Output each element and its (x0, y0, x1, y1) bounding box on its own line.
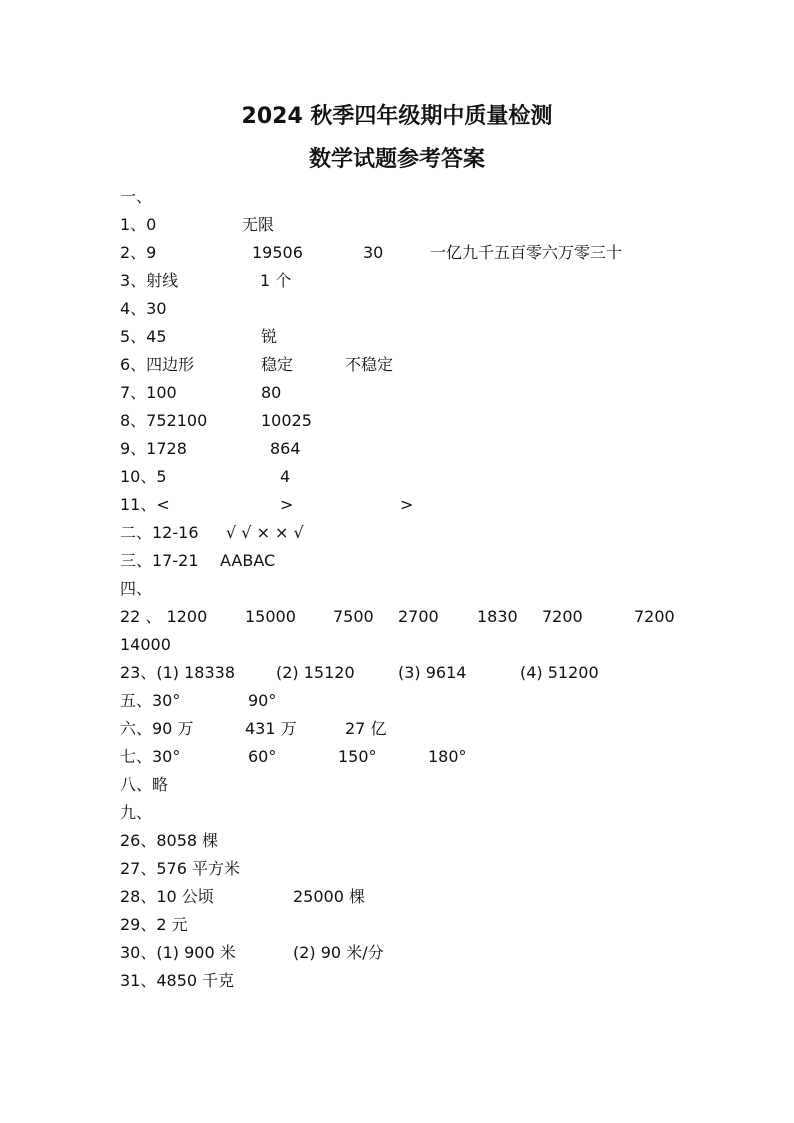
answer-value: 稳定 (261, 355, 294, 374)
answer-label: 28、10 公顷 (120, 887, 214, 906)
answer-label: 四、 (120, 579, 153, 598)
answer-label: 10、5 (120, 467, 167, 486)
answer-label: 三、17-21 (120, 551, 199, 570)
answer-value: 30 (363, 243, 384, 262)
answer-value: 7200 (634, 607, 675, 626)
document-title: 2024 秋季四年级期中质量检测 (241, 104, 553, 129)
answer-value: 不稳定 (345, 355, 394, 374)
answer-value: 150° (338, 747, 377, 766)
answer-label: 5、45 (120, 327, 167, 346)
answer-value: > (400, 495, 414, 514)
answer-label: 11、< (120, 495, 170, 514)
answer-label: 六、90 万 (120, 719, 194, 738)
answer-label: 九、 (120, 803, 153, 822)
document-subtitle: 数学试题参考答案 (308, 147, 485, 172)
answer-label: 五、30° (120, 691, 181, 710)
answer-label: 4、30 (120, 299, 167, 318)
answer-value: 25000 棵 (293, 887, 365, 906)
answer-value: (3) 9614 (398, 663, 467, 682)
answer-value: 27 亿 (345, 719, 387, 738)
answer-label: 31、4850 千克 (120, 971, 235, 990)
answer-value: AABAC (220, 551, 276, 570)
answer-value: 431 万 (245, 719, 297, 738)
answer-label: 7、100 (120, 383, 177, 402)
answer-label: 一、 (120, 187, 153, 206)
answer-value: 7200 (542, 607, 583, 626)
answer-value: 80 (261, 383, 282, 402)
answer-label: 3、射线 (120, 271, 179, 290)
answer-value: 180° (428, 747, 467, 766)
answer-label: 8、752100 (120, 411, 208, 430)
answer-label: 29、2 元 (120, 915, 188, 934)
answer-value: (4) 51200 (520, 663, 599, 682)
answer-label: 30、(1) 900 米 (120, 943, 236, 962)
answer-value: 864 (270, 439, 301, 458)
answer-label: 26、8058 棵 (120, 831, 219, 850)
answer-value: 1830 (477, 607, 518, 626)
answer-label: 23、(1) 18338 (120, 663, 236, 682)
answer-label: 七、30° (120, 747, 181, 766)
answer-label: 9、1728 (120, 439, 187, 458)
answer-label: 1、0 (120, 215, 157, 234)
answer-label: 22 、 1200 (120, 607, 208, 626)
answer-value: 4 (280, 467, 291, 486)
answer-value: 90° (248, 691, 277, 710)
answer-label: 2、9 (120, 243, 157, 262)
answer-value: 一亿九千五百零六万零三十 (430, 243, 623, 262)
answer-value: 无限 (242, 215, 275, 234)
answer-value: 10025 (261, 411, 312, 430)
answer-value: (2) 15120 (276, 663, 355, 682)
answer-value: > (280, 495, 294, 514)
answer-value: 15000 (245, 607, 296, 626)
answer-value: 60° (248, 747, 277, 766)
answer-value: 1 个 (260, 271, 292, 290)
answer-value: 19506 (252, 243, 303, 262)
answer-label: 二、12-16 (120, 523, 199, 542)
answer-label: 14000 (120, 635, 171, 654)
answer-value: 锐 (261, 327, 278, 346)
answer-label: 八、略 (120, 775, 169, 794)
answer-value: (2) 90 米/分 (293, 943, 384, 962)
answer-value: √ √ × × √ (226, 523, 304, 542)
answer-value: 7500 (333, 607, 374, 626)
answer-value: 2700 (398, 607, 439, 626)
answer-label: 27、576 平方米 (120, 859, 240, 878)
answer-label: 6、四边形 (120, 355, 195, 374)
